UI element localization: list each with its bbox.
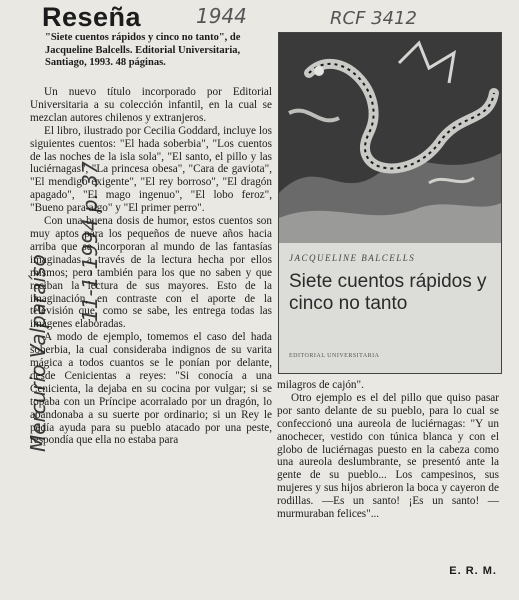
paragraph: Un nuevo título incorporado por Editorial Universitaria a su colección infantil, en la cual se mezclan autores chilenos y extranjeros. bbox=[30, 86, 272, 124]
cover-publisher: EDITORIAL UNIVERSITARIA bbox=[289, 353, 380, 359]
cover-title: Siete cuentos rápidos y cinco no tanto bbox=[289, 271, 487, 314]
paragraph: milagros de cajón". bbox=[277, 379, 364, 391]
article-left-column bbox=[30, 86, 272, 447]
paragraph: Con una buena dosis de humor, estos cuentos son muy aptos para los pequeños de nueve años hacia arriba que se incorporan al mundo de las fantasías imaginadas a través de la lectura hecha por ellos mismos; pero también para los que no saben y que reciban la lectura de sus mayores. Esto de la imaginación, en contraste con el aporte de la televisión que, como se sabe, les entrega todas las imágenes elaboradas. bbox=[30, 215, 272, 331]
book-citation: "Siete cuentos rápidos y cinco no tanto", de Jacqueline Balcells. Editorial Universitaria, Santiago, 1993. 48 páginas. bbox=[45, 32, 241, 68]
author-signature: E. R. M. bbox=[449, 565, 497, 577]
handwritten-date-note: 11-1-1994 p. 37 bbox=[78, 161, 102, 322]
handwritten-archive-code: RCF 3412 bbox=[330, 8, 417, 29]
cover-author: JACQUELINE BALCELLS bbox=[289, 253, 416, 263]
article-right-column bbox=[277, 379, 499, 521]
book-cover-image bbox=[278, 32, 502, 374]
paragraph: A modo de ejemplo, tomemos el caso del hada soberbia, la cual consideraba indignos de su varita mágica a todos cuantos se le ponían por delante, desde Cenicientas a reyes: "Si conocía a una Cenicienta, la dejaba en su cocina por vulgar; si se topaba con un Príncipe acorralado por un dragón, lo abandonaba a su suerte por ordinario; si un Rey le pedía ayuda para su pueblo atacado por una peste, respondía que ella no estaba para bbox=[30, 331, 272, 447]
handwritten-newspaper-note: Mercurio Valparaíso bbox=[26, 254, 50, 452]
article-title: Reseña bbox=[42, 2, 142, 32]
paragraph: Otro ejemplo es el del pillo que quiso pasar por santo delante de su pueblo, para lo cual se confeccionó una aureola de luciérnagas: "Y un anochecer, vestido con túnica blanca y con el globo de luciérnagas puesto en la cabeza como una aureola deslumbrante, se presentó ante la gente de su pueblo... Los campesinos, sus mujeres y sus hijos abrieron la boca y cayeron de rodillas. —Es un santo! ¡Es un santo! —murmuraban felices"... bbox=[277, 391, 499, 521]
paragraph: El libro, ilustrado por Cecilia Goddard, incluye los siguientes cuentos: "El hada soberbia", "Los cuentos de las noches de la isla sola", "El santo, el pillo y las luciérnagas", "La princesa obesa", "Cara de gaviota", "El mendigo exigente", "El rey borroso", "El dragón apagado", "El mago ingenuo", "El lobo feroz", "Bueno para algo" y "El primer perro". bbox=[30, 124, 272, 215]
handwritten-year: 1944 bbox=[196, 4, 247, 28]
dragon-illustration bbox=[279, 33, 501, 243]
